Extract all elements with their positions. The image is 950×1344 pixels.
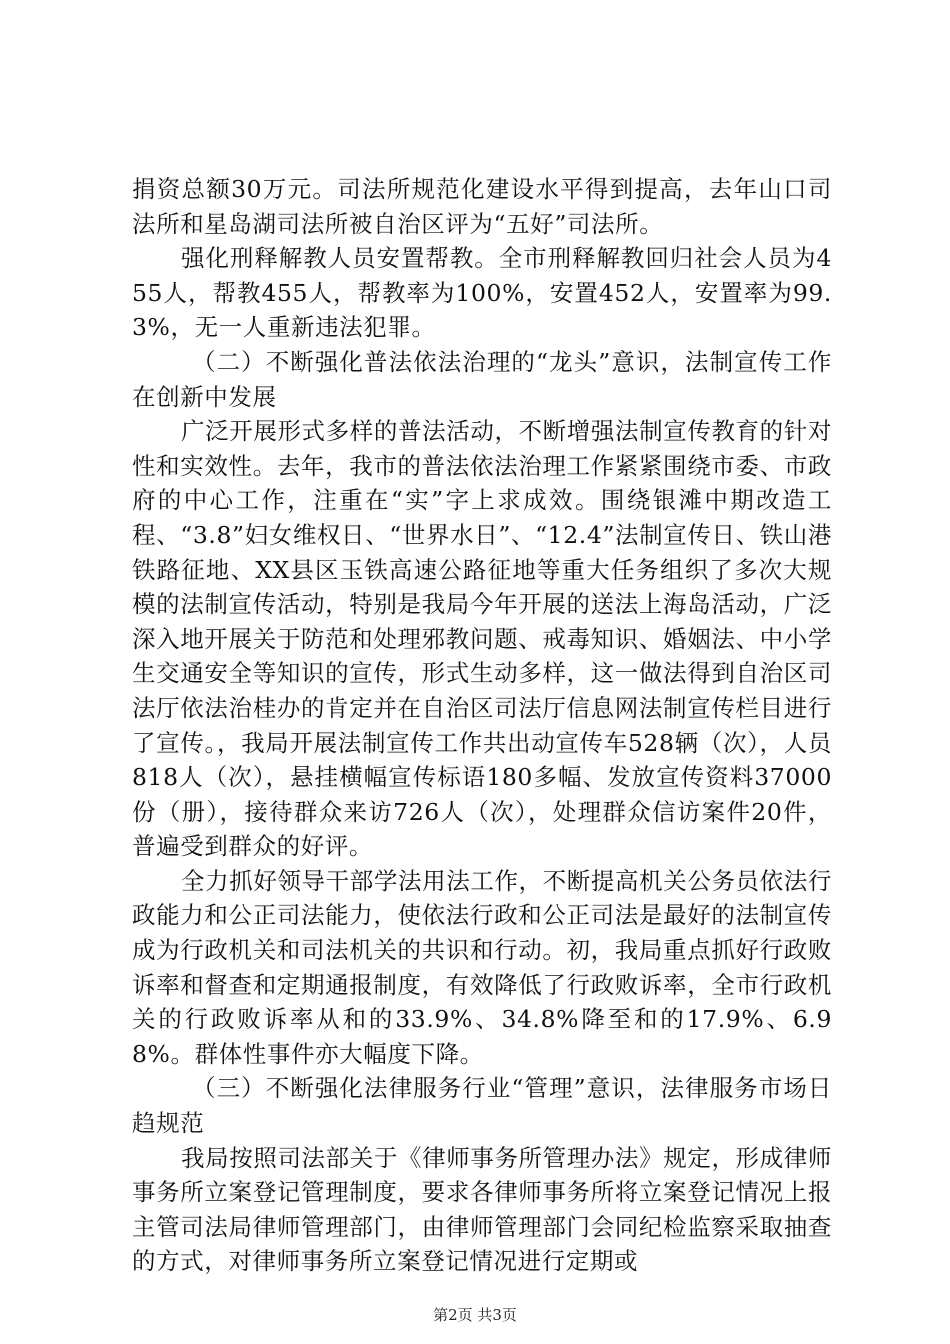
- paragraph-law-firm-management: 我局按照司法部关于《律师事务所管理办法》规定，形成律师事务所立案登记管理制度，要求各律师事务所将立案登记情况上报主管司法局律师管理部门，由律师管理部门会同纪检监察采取抽查的方式，对律师事务所立案登记情况进行定期或: [132, 1143, 832, 1276]
- section-heading-3: （三）不断强化法律服务行业“管理”意识，法律服务市场日趋规范: [132, 1074, 832, 1138]
- page-number-footer: 第2页 共3页: [433, 1306, 517, 1324]
- paragraph-resettlement: 强化刑释解教人员安置帮教。全市刑释解教回归社会人员为455人，帮教455人，帮教率为100%，安置452人，安置率为99.3%，无一人重新违法犯罪。: [132, 244, 832, 342]
- paragraph-legal-publicity: 广泛开展形式多样的普法活动，不断增强法制宣传教育的针对性和实效性。去年，我市的普法依法治理工作紧紧围绕市委、市政府的中心工作，注重在“实”字上求成效。围绕银滩中期改造工程、“3.8”妇女维权日、“世界水日”、“12.4”法制宣传日、铁山港铁路征地、XX县区玉铁高速公路征地等重大任务组织了多次大规模的法制宣传活动，特别是我局今年开展的送法上海岛活动，广泛深入地开展关于防范和处理邪教问题、戒毒知识、婚姻法、中小学生交通安全等知识的宣传，形式生动多样，这一做法得到自治区司法厅依法治桂办的肯定并在自治区司法厅信息网法制宣传栏目进行了宣传。，我局开展法制宣传工作共出动宣传车528辆（次），人员818人（次），悬挂横幅宣传标语180多幅、发放宣传资料37000份（册），接待群众来访726人（次），处理群众信访案件20件，普遍受到群众的好评。: [132, 417, 832, 861]
- paragraph-cadre-study: 全力抓好领导干部学法用法工作，不断提高机关公务员依法行政能力和公正司法能力，使依法行政和公正司法是最好的法制宣传成为行政机关和司法机关的共识和行动。初，我局重点抓好行政败诉率和督查和定期通报制度，有效降低了行政败诉率，全市行政机关的行政败诉率从和的33.9%、34.8%降至和的17.9%、6.98%。群体性事件亦大幅度下降。: [132, 866, 832, 1068]
- document-body: [132, 172, 832, 1279]
- paragraph-continued: 捐资总额30万元。司法所规范化建设水平得到提高，去年山口司法所和星岛湖司法所被自治区评为“五好”司法所。: [132, 175, 832, 238]
- section-heading-2: （二）不断强化普法依法治理的“龙头”意识，法制宣传工作在创新中发展: [132, 347, 832, 411]
